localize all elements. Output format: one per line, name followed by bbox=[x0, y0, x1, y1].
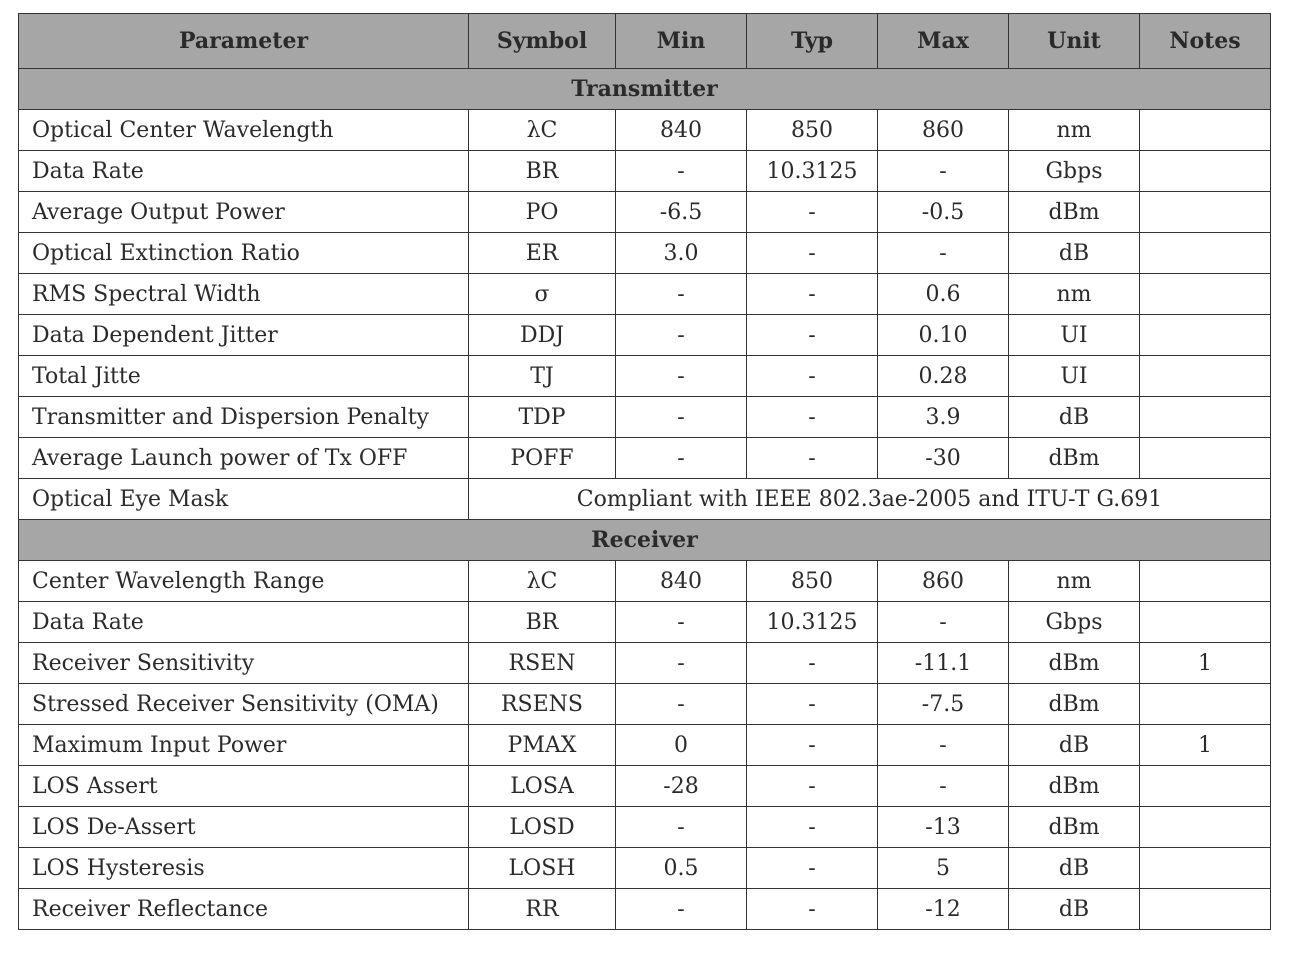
cell-typ: - bbox=[747, 766, 878, 807]
cell-notes bbox=[1140, 561, 1271, 602]
section-title: Transmitter bbox=[19, 69, 1271, 110]
cell-parameter: LOS Assert bbox=[19, 766, 469, 807]
cell-typ: - bbox=[747, 192, 878, 233]
cell-unit: nm bbox=[1009, 561, 1140, 602]
cell-symbol: RR bbox=[469, 889, 616, 930]
cell-parameter: RMS Spectral Width bbox=[19, 274, 469, 315]
header-max: Max bbox=[878, 14, 1009, 69]
table-row bbox=[19, 438, 1271, 479]
header-notes: Notes bbox=[1140, 14, 1271, 69]
table-row bbox=[19, 766, 1271, 807]
cell-symbol: BR bbox=[469, 602, 616, 643]
cell-symbol: DDJ bbox=[469, 315, 616, 356]
cell-typ: 850 bbox=[747, 561, 878, 602]
cell-parameter: LOS De-Assert bbox=[19, 807, 469, 848]
cell-parameter: Center Wavelength Range bbox=[19, 561, 469, 602]
cell-min: - bbox=[616, 397, 747, 438]
cell-unit: dBm bbox=[1009, 438, 1140, 479]
table-row bbox=[19, 151, 1271, 192]
cell-parameter: Average Launch power of Tx OFF bbox=[19, 438, 469, 479]
cell-unit: Gbps bbox=[1009, 151, 1140, 192]
table-body bbox=[19, 69, 1271, 930]
table-row bbox=[19, 315, 1271, 356]
table-row bbox=[19, 561, 1271, 602]
cell-parameter: Maximum Input Power bbox=[19, 725, 469, 766]
table-row bbox=[19, 356, 1271, 397]
cell-unit: dBm bbox=[1009, 807, 1140, 848]
cell-notes bbox=[1140, 233, 1271, 274]
cell-typ: 850 bbox=[747, 110, 878, 151]
cell-unit: dB bbox=[1009, 889, 1140, 930]
cell-max: 5 bbox=[878, 848, 1009, 889]
section-transmitter bbox=[19, 69, 1271, 110]
cell-notes bbox=[1140, 110, 1271, 151]
cell-unit: nm bbox=[1009, 110, 1140, 151]
section-title: Receiver bbox=[19, 520, 1271, 561]
cell-min: - bbox=[616, 602, 747, 643]
cell-symbol: RSEN bbox=[469, 643, 616, 684]
cell-typ: - bbox=[747, 315, 878, 356]
cell-typ: - bbox=[747, 684, 878, 725]
cell-unit: dB bbox=[1009, 397, 1140, 438]
cell-parameter: Data Rate bbox=[19, 602, 469, 643]
section-receiver bbox=[19, 520, 1271, 561]
cell-max: - bbox=[878, 233, 1009, 274]
cell-max: -0.5 bbox=[878, 192, 1009, 233]
cell-min: 840 bbox=[616, 561, 747, 602]
cell-typ: - bbox=[747, 274, 878, 315]
cell-typ: - bbox=[747, 356, 878, 397]
header-unit: Unit bbox=[1009, 14, 1140, 69]
cell-unit: dBm bbox=[1009, 192, 1140, 233]
cell-symbol: TDP bbox=[469, 397, 616, 438]
cell-parameter: Transmitter and Dispersion Penalty bbox=[19, 397, 469, 438]
table-row bbox=[19, 274, 1271, 315]
cell-typ: 10.3125 bbox=[747, 151, 878, 192]
cell-max: 860 bbox=[878, 110, 1009, 151]
cell-parameter: LOS Hysteresis bbox=[19, 848, 469, 889]
table-row bbox=[19, 848, 1271, 889]
cell-symbol: σ bbox=[469, 274, 616, 315]
cell-symbol: λC bbox=[469, 561, 616, 602]
cell-max: -12 bbox=[878, 889, 1009, 930]
cell-max: - bbox=[878, 151, 1009, 192]
cell-min: 3.0 bbox=[616, 233, 747, 274]
header-parameter: Parameter bbox=[19, 14, 469, 69]
cell-parameter: Data Dependent Jitter bbox=[19, 315, 469, 356]
cell-notes bbox=[1140, 192, 1271, 233]
cell-unit: dB bbox=[1009, 233, 1140, 274]
cell-min: - bbox=[616, 315, 747, 356]
cell-typ: - bbox=[747, 807, 878, 848]
cell-symbol: LOSA bbox=[469, 766, 616, 807]
cell-parameter: Receiver Sensitivity bbox=[19, 643, 469, 684]
cell-symbol: POFF bbox=[469, 438, 616, 479]
cell-eye-mask-value: Compliant with IEEE 802.3ae-2005 and ITU-T G.691 bbox=[469, 479, 1271, 520]
cell-typ: 10.3125 bbox=[747, 602, 878, 643]
cell-unit: UI bbox=[1009, 315, 1140, 356]
cell-unit: Gbps bbox=[1009, 602, 1140, 643]
cell-max: - bbox=[878, 766, 1009, 807]
cell-typ: - bbox=[747, 397, 878, 438]
cell-typ: - bbox=[747, 725, 878, 766]
cell-min: - bbox=[616, 807, 747, 848]
cell-symbol: TJ bbox=[469, 356, 616, 397]
cell-parameter: Optical Extinction Ratio bbox=[19, 233, 469, 274]
cell-max: - bbox=[878, 602, 1009, 643]
cell-max: - bbox=[878, 725, 1009, 766]
cell-min: - bbox=[616, 684, 747, 725]
cell-min: - bbox=[616, 151, 747, 192]
cell-max: 3.9 bbox=[878, 397, 1009, 438]
cell-max: 0.28 bbox=[878, 356, 1009, 397]
cell-parameter: Optical Eye Mask bbox=[19, 479, 469, 520]
cell-notes bbox=[1140, 602, 1271, 643]
cell-min: -6.5 bbox=[616, 192, 747, 233]
header-row bbox=[19, 14, 1271, 69]
cell-unit: dB bbox=[1009, 725, 1140, 766]
cell-notes bbox=[1140, 151, 1271, 192]
table-row bbox=[19, 233, 1271, 274]
table-row bbox=[19, 684, 1271, 725]
cell-parameter: Optical Center Wavelength bbox=[19, 110, 469, 151]
cell-max: -13 bbox=[878, 807, 1009, 848]
table-row bbox=[19, 643, 1271, 684]
cell-min: - bbox=[616, 356, 747, 397]
cell-max: 0.6 bbox=[878, 274, 1009, 315]
cell-parameter: Total Jitte bbox=[19, 356, 469, 397]
cell-typ: - bbox=[747, 233, 878, 274]
cell-symbol: BR bbox=[469, 151, 616, 192]
cell-unit: nm bbox=[1009, 274, 1140, 315]
cell-symbol: PMAX bbox=[469, 725, 616, 766]
cell-notes bbox=[1140, 807, 1271, 848]
cell-symbol: LOSD bbox=[469, 807, 616, 848]
table-row-eye-mask bbox=[19, 479, 1271, 520]
cell-symbol: λC bbox=[469, 110, 616, 151]
header-typ: Typ bbox=[747, 14, 878, 69]
cell-min: - bbox=[616, 438, 747, 479]
cell-typ: - bbox=[747, 643, 878, 684]
cell-notes bbox=[1140, 766, 1271, 807]
table-row bbox=[19, 889, 1271, 930]
cell-notes bbox=[1140, 274, 1271, 315]
cell-typ: - bbox=[747, 848, 878, 889]
cell-min: - bbox=[616, 643, 747, 684]
table-row bbox=[19, 192, 1271, 233]
cell-parameter: Stressed Receiver Sensitivity (OMA) bbox=[19, 684, 469, 725]
cell-unit: dBm bbox=[1009, 684, 1140, 725]
cell-max: -30 bbox=[878, 438, 1009, 479]
cell-max: -7.5 bbox=[878, 684, 1009, 725]
cell-notes bbox=[1140, 438, 1271, 479]
table-row bbox=[19, 807, 1271, 848]
cell-notes bbox=[1140, 315, 1271, 356]
table-row bbox=[19, 110, 1271, 151]
cell-notes bbox=[1140, 848, 1271, 889]
header-min: Min bbox=[616, 14, 747, 69]
cell-parameter: Average Output Power bbox=[19, 192, 469, 233]
cell-notes bbox=[1140, 889, 1271, 930]
cell-min: - bbox=[616, 889, 747, 930]
cell-symbol: ER bbox=[469, 233, 616, 274]
cell-parameter: Receiver Reflectance bbox=[19, 889, 469, 930]
cell-unit: dB bbox=[1009, 848, 1140, 889]
table-row bbox=[19, 725, 1271, 766]
cell-min: 840 bbox=[616, 110, 747, 151]
cell-unit: dBm bbox=[1009, 643, 1140, 684]
cell-min: 0 bbox=[616, 725, 747, 766]
cell-notes bbox=[1140, 356, 1271, 397]
table-row bbox=[19, 397, 1271, 438]
cell-notes: 1 bbox=[1140, 643, 1271, 684]
cell-notes: 1 bbox=[1140, 725, 1271, 766]
cell-symbol: LOSH bbox=[469, 848, 616, 889]
cell-notes bbox=[1140, 684, 1271, 725]
header-symbol: Symbol bbox=[469, 14, 616, 69]
cell-unit: UI bbox=[1009, 356, 1140, 397]
cell-max: 860 bbox=[878, 561, 1009, 602]
cell-unit: dBm bbox=[1009, 766, 1140, 807]
cell-min: - bbox=[616, 274, 747, 315]
cell-max: 0.10 bbox=[878, 315, 1009, 356]
cell-parameter: Data Rate bbox=[19, 151, 469, 192]
table-row bbox=[19, 602, 1271, 643]
cell-typ: - bbox=[747, 438, 878, 479]
cell-max: -11.1 bbox=[878, 643, 1009, 684]
cell-min: 0.5 bbox=[616, 848, 747, 889]
cell-symbol: RSENS bbox=[469, 684, 616, 725]
cell-min: -28 bbox=[616, 766, 747, 807]
spec-table bbox=[18, 13, 1271, 930]
cell-symbol: PO bbox=[469, 192, 616, 233]
cell-typ: - bbox=[747, 889, 878, 930]
cell-notes bbox=[1140, 397, 1271, 438]
